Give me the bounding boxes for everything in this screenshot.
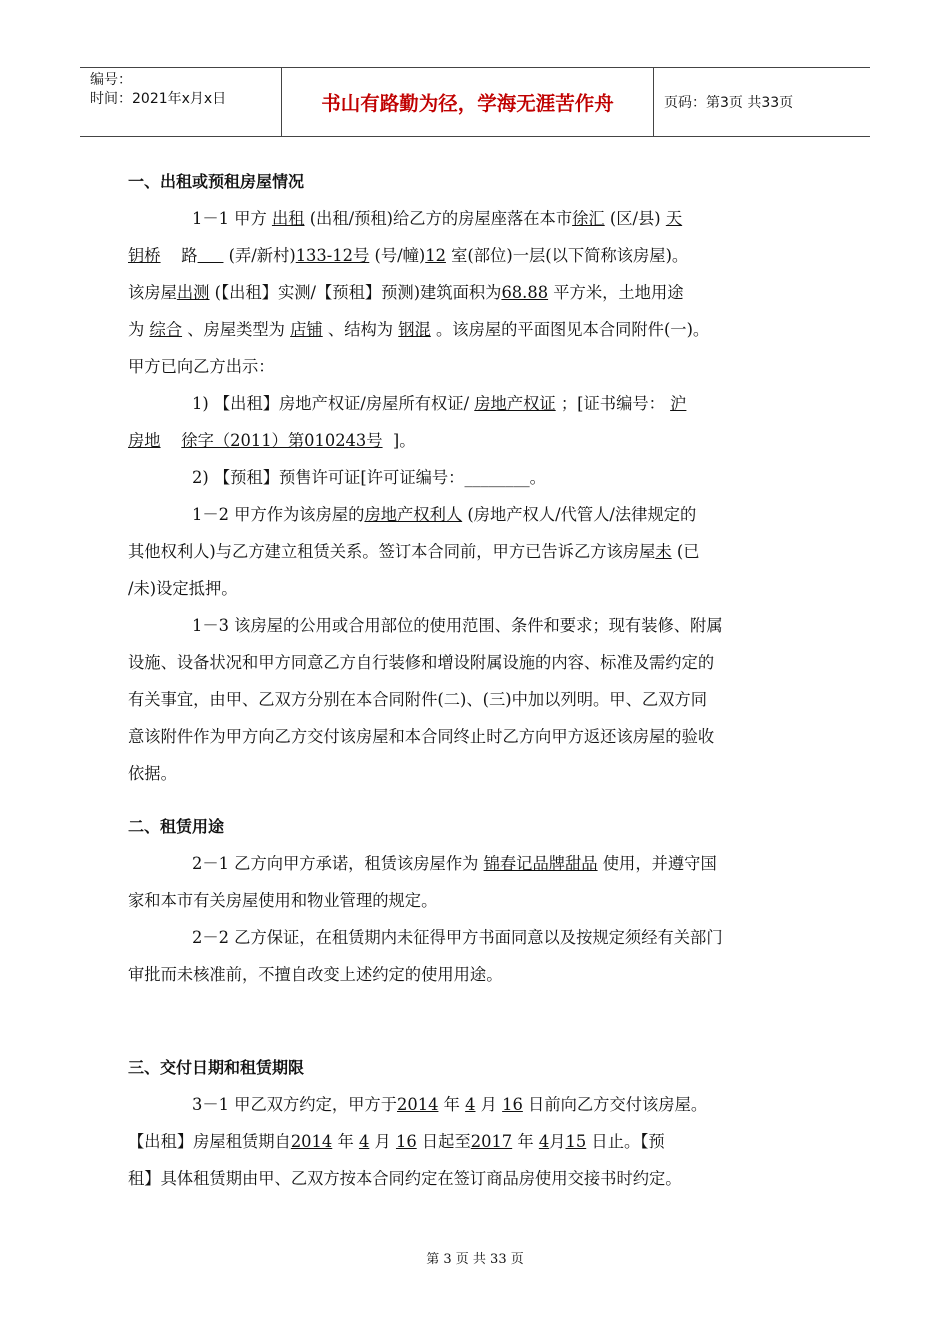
filled-field: 钥桥 — [128, 246, 161, 265]
clause-1-1-item-1-line-2: 房地 徐字（2011）第010243号 ]。 — [128, 431, 416, 450]
filled-field: 房地产权利人 — [364, 505, 463, 524]
filled-field: 出租 — [271, 209, 305, 228]
clause-1-3-line-4: 意该附件作为甲方向乙方交付该房屋和本合同终止时乙方向甲方返还该房屋的验收 — [128, 727, 715, 746]
clause-2-2-line-1: 2－2 乙方保证，在租赁期内未征得甲方书面同意以及按规定须经有关部门 — [192, 928, 723, 947]
clause-2-1-line-1: 2－1 乙方向甲方承诺，租赁该房屋作为 锦春记品牌甜品 使用，并遵守国 — [192, 854, 717, 873]
filled-field: 徐字（2011）第010243号 — [181, 431, 383, 450]
clause-2-2-line-2: 审批而未核准前，不擅自改变上述约定的使用用途。 — [128, 965, 503, 984]
clause-3-1-line-2: 【出租】房屋租赁期自2014 年 4 月 16 日起至2017 年 4月15 日止。【预 — [128, 1132, 665, 1151]
filled-field: 4 — [358, 1132, 370, 1151]
blank-field — [198, 246, 224, 265]
section-3-title: 三、交付日期和租赁期限 — [128, 1058, 305, 1077]
filled-field: 天 — [665, 209, 683, 228]
clause-2-1-line-2: 家和本市有关房屋使用和物业管理的规定。 — [128, 891, 438, 910]
header-motto: 书山有路勤为径，学海无涯苦作舟 — [282, 68, 654, 136]
filled-field: 钢混 — [398, 320, 431, 339]
filled-field: 2014 — [290, 1132, 333, 1151]
clause-1-1-item-2: 2) 【预租】预售许可证[许可证编号：________。 — [192, 468, 546, 487]
filled-field: 锦春记品牌甜品 — [483, 854, 598, 873]
clause-1-2-line-1: 1－2 甲方作为该房屋的房地产权利人 (房地产权人/代管人/法律规定的 — [192, 505, 697, 524]
filled-field: 店铺 — [290, 320, 323, 339]
filled-field: 沪 — [670, 394, 687, 413]
clause-1-3-line-3: 有关事宜，由甲、乙双方分别在本合同附件(二)、(三)中加以列明。甲、乙双方同 — [128, 690, 707, 709]
clause-1-1-line-2: 钥桥 路 (弄/新村)133-12号 (号/幢)12 室(部位)一层(以下简称该房屋)。 — [128, 246, 689, 265]
filled-field: 2014 — [397, 1095, 439, 1114]
page-footer: 第 3 页 共 33 页 — [426, 1252, 524, 1267]
blank-field: ________ — [464, 468, 530, 487]
clause-3-1-line-3: 租】具体租赁期由甲、乙双方按本合同约定在签订商品房使用交接书时约定。 — [128, 1169, 682, 1188]
filled-field: 未 — [655, 542, 672, 561]
header-left-cell — [80, 68, 282, 136]
filled-field: 15 — [565, 1132, 587, 1151]
clause-1-1-line-1: 1－1 甲方 出租 (出租/预租)给乙方的房屋座落在本市徐汇 (区/县) 天 — [192, 209, 683, 228]
header-page-info: 页码：第3页 共33页 — [664, 95, 794, 111]
filled-field: 2017 — [470, 1132, 513, 1151]
clause-1-1-line-3: 该房屋出测 (【出租】实测/【预租】预测)建筑面积为68.88 平方米，土地用途 — [128, 283, 684, 302]
section-2-title: 二、租赁用途 — [128, 817, 225, 836]
filled-field: 综合 — [149, 320, 183, 339]
section-1-title: 一、出租或预租房屋情况 — [128, 172, 305, 191]
page-header — [80, 67, 870, 137]
clause-1-1-item-1-line-1: 1) 【出租】房地产权证/房屋所有权证/ 房地产权证 ；[证书编号： 沪 — [192, 394, 687, 413]
filled-field: 4 — [538, 1132, 550, 1151]
clause-1-3-line-2: 设施、设备状况和甲方同意乙方自行装修和增设附属设施的内容、标准及需约定的 — [128, 653, 715, 672]
filled-field: 房地 — [128, 431, 161, 450]
filled-field: 133-12号 — [295, 246, 370, 265]
spacer — [128, 993, 828, 1049]
filled-field: 房地产权证 — [474, 394, 556, 413]
clause-1-3-line-5: 依据。 — [128, 764, 177, 783]
document-number-label: 编号： — [90, 72, 132, 88]
filled-field: 4 — [465, 1095, 476, 1114]
clause-1-3-line-1: 1－3 该房屋的公用或合用部位的使用范围、条件和要求；现有装修、附属 — [192, 616, 723, 635]
filled-field: 出测 — [176, 283, 210, 302]
document-time: 时间：2021年x月x日 — [90, 91, 227, 107]
clause-3-1-line-1: 3－1 甲乙双方约定，甲方于2014 年 4 月 16 日前向乙方交付该房屋。 — [192, 1095, 708, 1114]
filled-field: 16 — [502, 1095, 523, 1114]
clause-1-1-line-5: 甲方已向乙方出示： — [128, 357, 275, 376]
filled-field: 徐汇 — [572, 209, 605, 228]
document-body — [128, 163, 828, 1197]
clause-1-2-line-2: 其他权利人)与乙方建立租赁关系。签订本合同前，甲方已告诉乙方该房屋未 (已 — [128, 542, 700, 561]
filled-field: 12 — [425, 246, 446, 265]
clause-1-1-line-4: 为 综合 、房屋类型为 店铺 、结构为 钢混 。该房屋的平面图见本合同附件(一)。 — [128, 320, 710, 339]
filled-field: 68.88 — [501, 283, 549, 302]
spacer — [128, 792, 828, 808]
clause-1-2-line-3: /未)设定抵押。 — [128, 579, 238, 598]
filled-field: 16 — [395, 1132, 417, 1151]
